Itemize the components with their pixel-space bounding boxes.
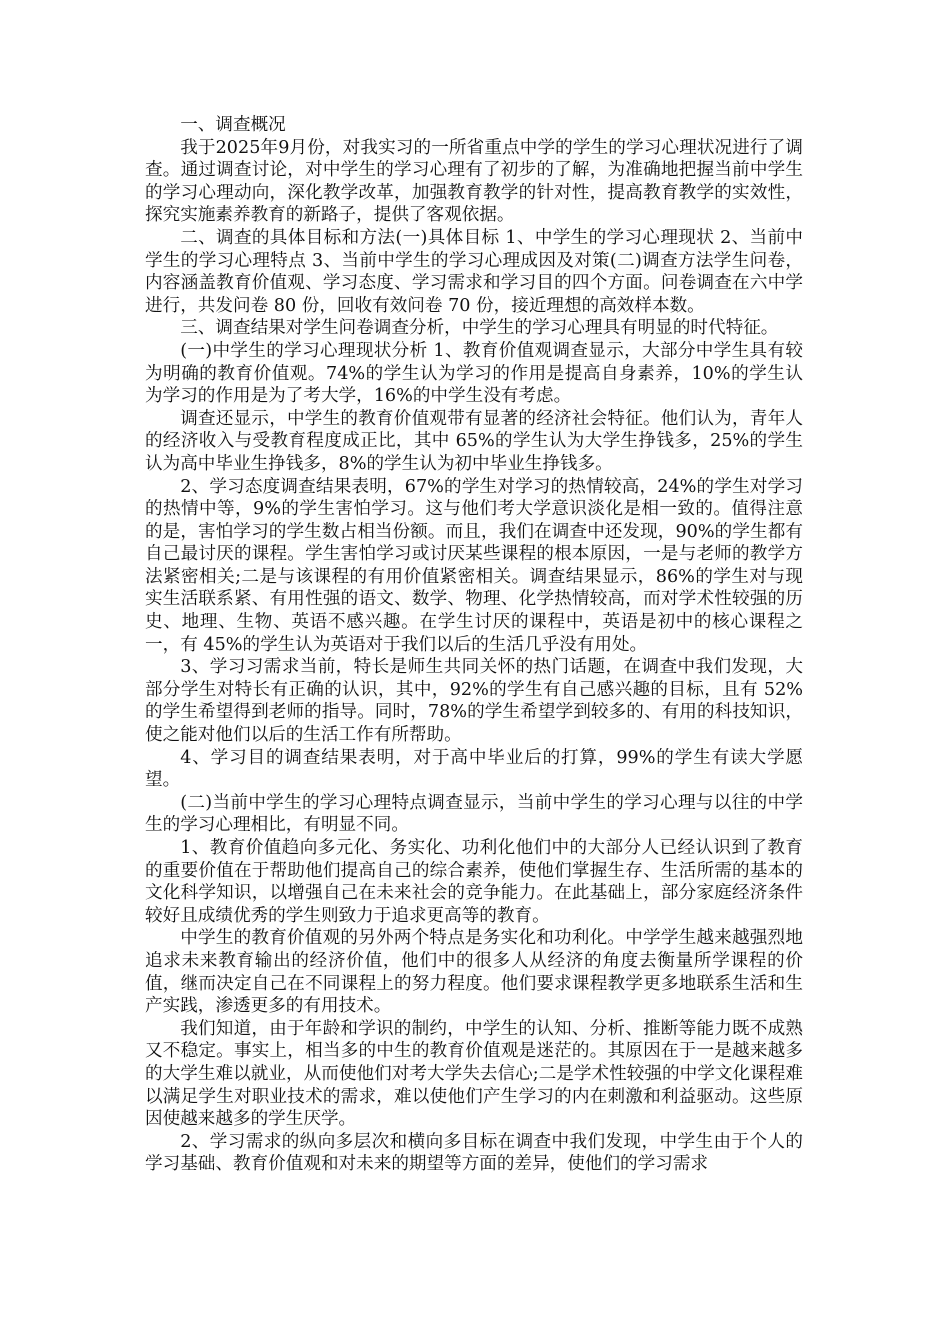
paragraph: (二)当前中学生的学习心理特点调查显示，当前中学生的学习心理与以往的中学生的学习心理相比，有明显不同。 bbox=[145, 792, 803, 836]
paragraph: 中学生的教育价值观的另外两个特点是务实化和功利化。中学学生越来越强烈地追求未来教育输出的经济价值，他们中的很多人从经济的角度去衡量所学课程的价值，继而决定自己在不同课程上的努力程度。他们要求课程教学更多地联系生活和生产实践，渗透更多的有用技术。 bbox=[145, 928, 803, 1017]
paragraph: 2、学习态度调查结果表明，67%的学生对学习的热情较高，24%的学生对学习的热情中等，9%的学生害怕学习。这与他们考大学意识淡化是相一致的。值得注意的是，害怕学习的学生数占相当份额。而且，我们在调查中还发现，90%的学生都有自己最讨厌的课程。学生害怕学习或讨厌某些课程的根本原因，一是与老师的教学方法紧密相关;二是与该课程的有用价值紧密相关。调查结果显示，86%的学生对与现实生活联系紧、有用性强的语文、数学、物理、化学热情较高，而对学术性较强的历史、地理、生物、英语不感兴趣。在学生讨厌的课程中，英语是初中的核心课程之一，有 45%的学生认为英语对于我们以后的生活几乎没有用处。 bbox=[145, 476, 803, 655]
paragraph: 我于2025年9月份，对我实习的一所省重点中学的学生的学习心理状况进行了调查。通过调查讨论，对中学生的学习心理有了初步的了解，为准确地把握当前中学生的学习心理动向，深化教学改革，加强教育教学的针对性，提高教育教学的实效性，探究实施素养教育的新路子，提供了客观依据。 bbox=[145, 137, 803, 226]
section-heading: 一、调查概况 bbox=[180, 115, 286, 135]
paragraph: 二、调查的具体目标和方法(一)具体目标 1、中学生的学习心理现状 2、当前中学生的学习心理特点 3、当前中学生的学习心理成因及对策(二)调查方法学生问卷，内容涵盖教育价值观、学习态度、学习需求和学习目的四个方面。问卷调查在六中学进行，共发问卷 80 份，回收有效问卷 70 份，接近理想的高效样本数。 bbox=[145, 227, 803, 316]
paragraph: 我们知道，由于年龄和学识的制约，中学生的认知、分析、推断等能力既不成熟又不稳定。事实上，相当多的中生的教育价值观是迷茫的。其原因在于一是越来越多的大学生难以就业，从而使他们对考大学失去信心;二是学术性较强的中学文化课程难以满足学生对职业技术的需求，难以使他们产生学习的内在刺激和利益驱动。这些原因使越来越多的学生厌学。 bbox=[145, 1018, 803, 1130]
paragraph: (一)中学生的学习心理现状分析 1、教育价值观调查显示，大部分中学生具有较为明确的教育价值观。74%的学生认为学习的作用是提高自身素养，10%的学生认为学习的作用是为了考大学，16%的中学生没有考虑。 bbox=[145, 340, 803, 407]
paragraph: 4、学习目的调查结果表明，对于高中毕业后的打算，99%的学生有读大学愿望。 bbox=[145, 747, 803, 791]
paragraph: 1、教育价值趋向多元化、务实化、功利化他们中的大部分人已经认识到了教育的重要价值在于帮助他们提高自己的综合素养，使他们掌握生存、生活所需的基本的文化科学知识，以增强自己在未来社会的竞争能力。在此基础上，部分家庭经济条件较好且成绩优秀的学生则致力于追求更高等的教育。 bbox=[145, 838, 803, 926]
paragraph: 三、调查结果对学生问卷调查分析，中学生的学习心理具有明显的时代特征。 bbox=[180, 318, 779, 339]
document-body bbox=[145, 114, 803, 1176]
paragraph: 3、学习习需求当前，特长是师生共同关怀的热门话题，在调查中我们发现，大部分学生对特长有正确的认识，其中，92%的学生有自己感兴趣的目标，且有 52%的学生希望得到老师的指导。同时，78%的学生希望学到较多的、有用的科技知识，使之能对他们以后的生活工作有所帮助。 bbox=[145, 657, 803, 746]
paragraph: 2、学习需求的纵向多层次和横向多目标在调查中我们发现，中学生由于个人的学习基础、教育价值观和对未来的期望等方面的差异，使他们的学习需求 bbox=[145, 1131, 803, 1175]
paragraph: 调查还显示，中学生的教育价值观带有显著的经济社会特征。他们认为，青年人的经济收入与受教育程度成正比，其中 65%的学生认为大学生挣钱多，25%的学生认为高中毕业生挣钱多，8%的学生认为初中毕业生挣钱多。 bbox=[145, 408, 803, 474]
